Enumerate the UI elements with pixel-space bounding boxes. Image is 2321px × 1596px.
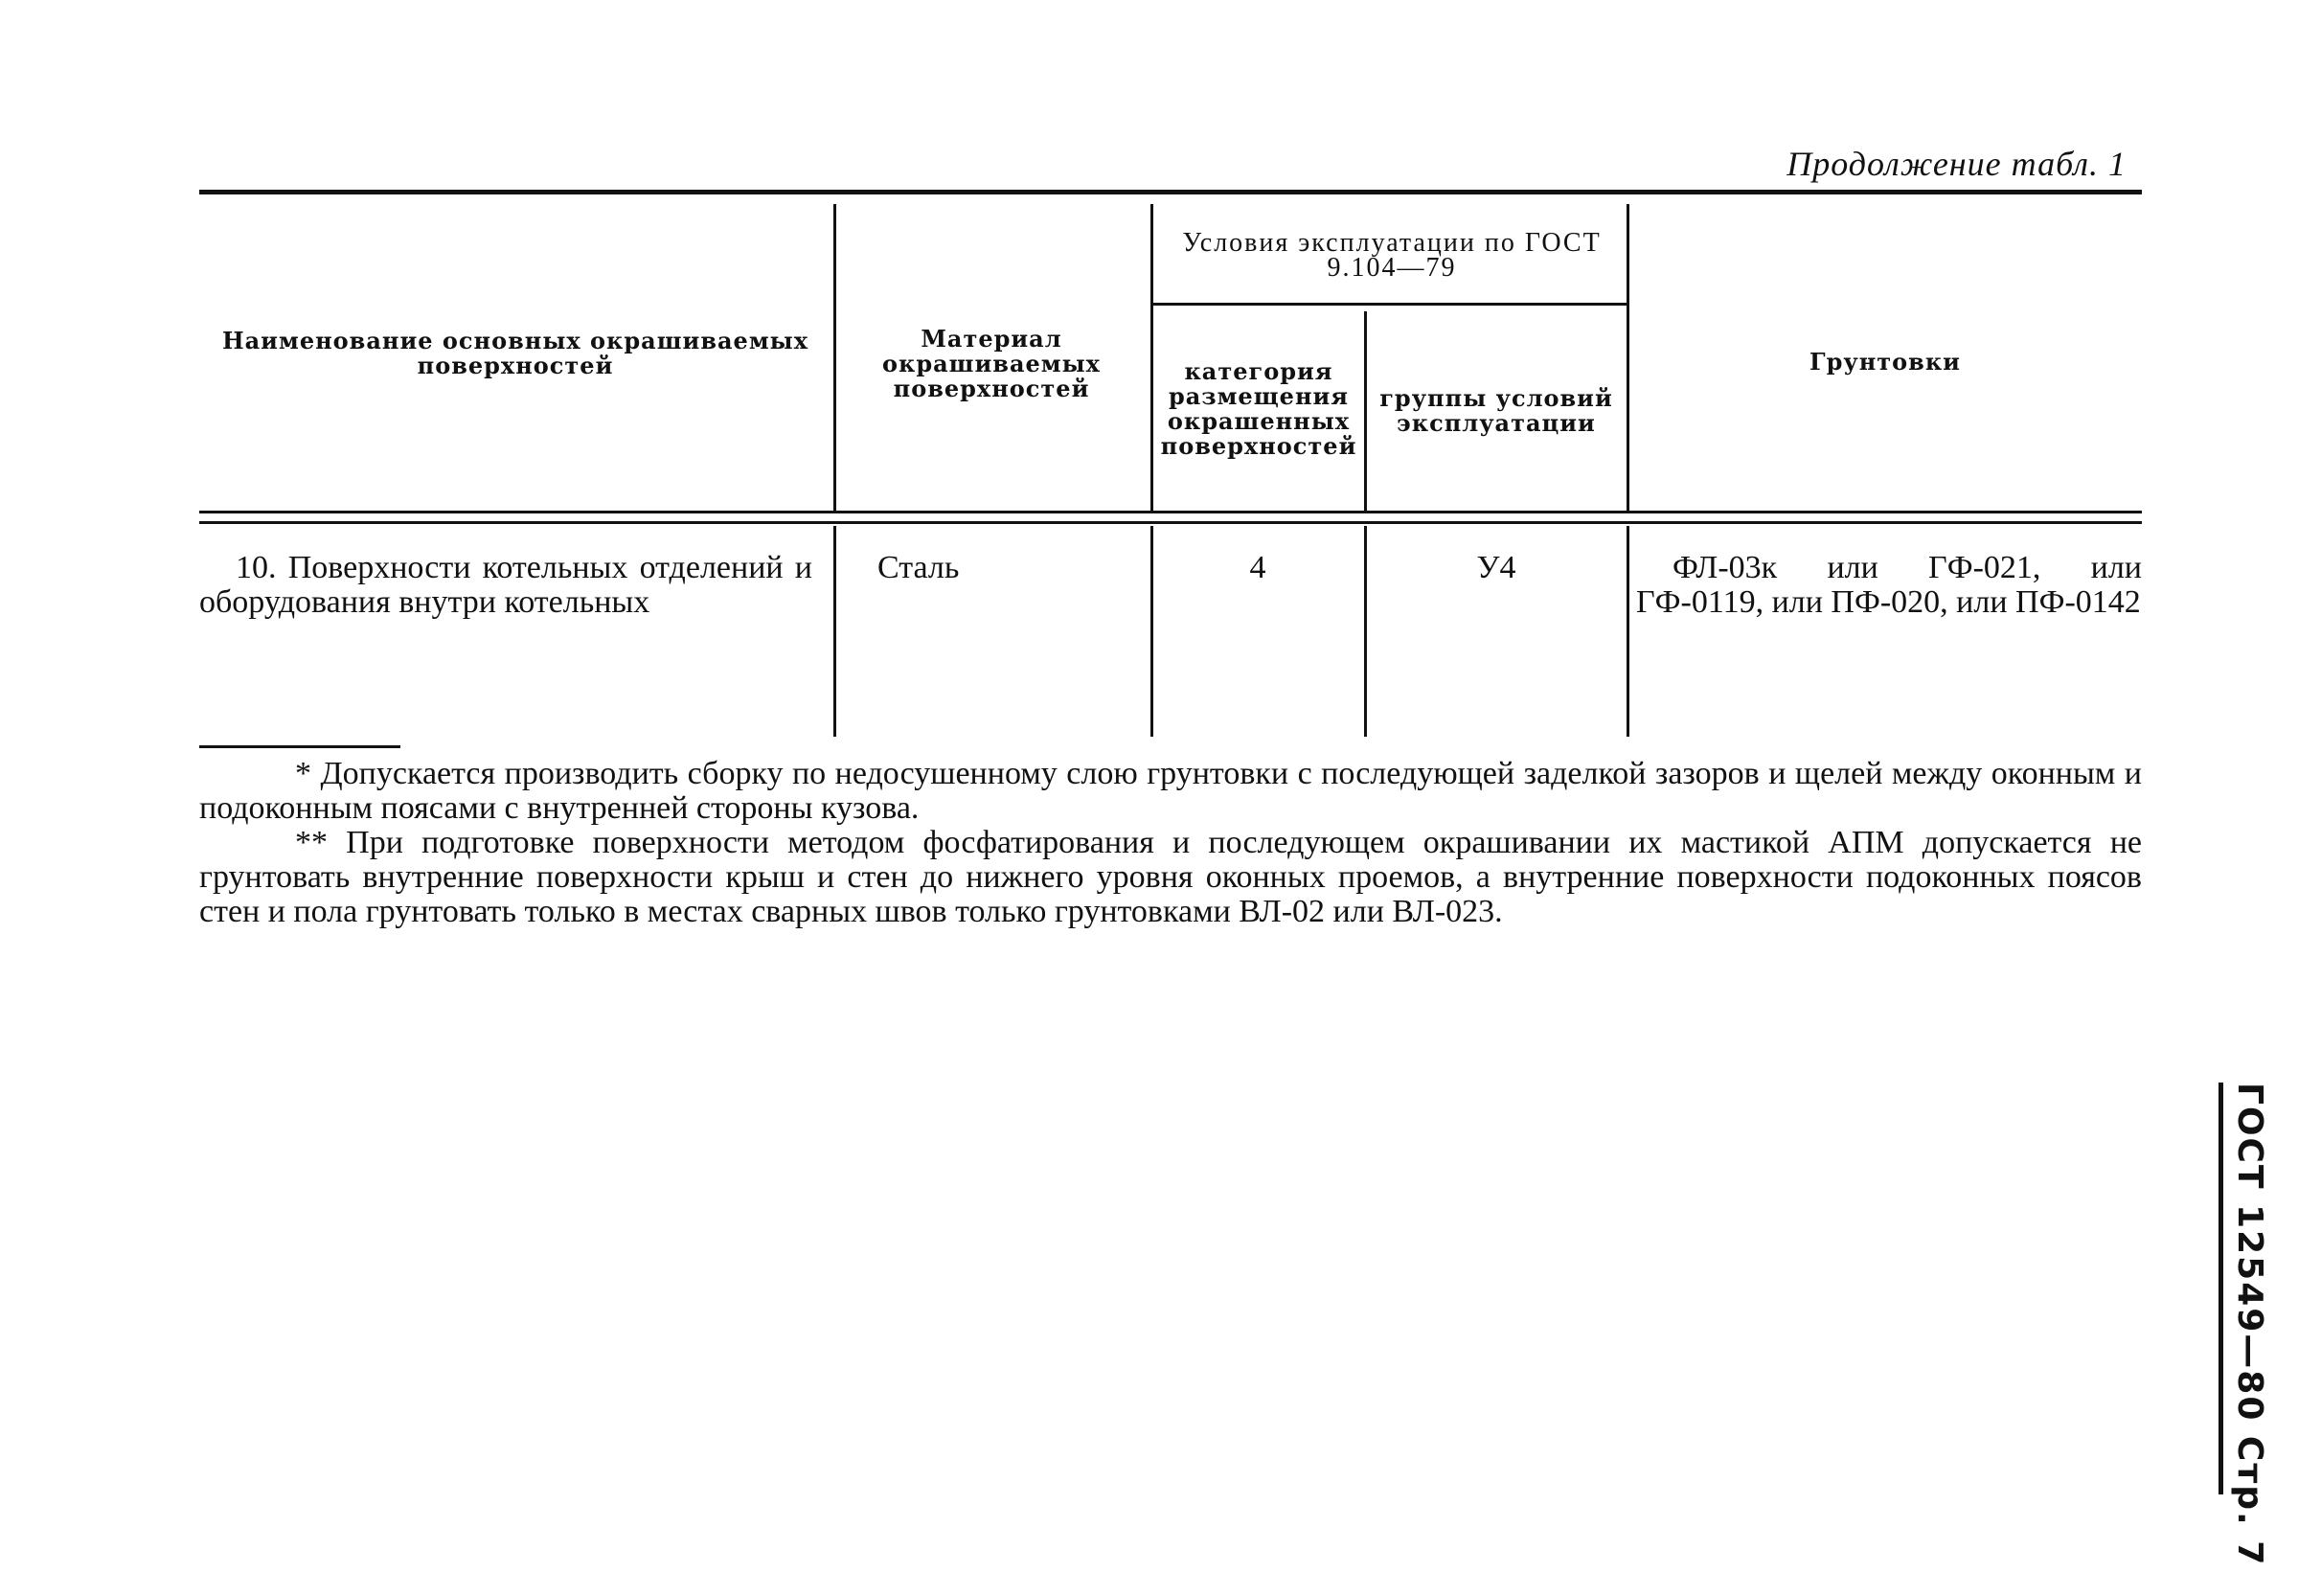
header-double-rule xyxy=(199,511,2142,513)
cell-condition-group: У4 xyxy=(1476,550,1516,585)
cell-primers: ФЛ-03к или ГФ-021, или ГФ-0119, или ПФ-020, или ПФ-0142 xyxy=(1636,550,2142,620)
header-operating-conditions: Условия эксплуатации по ГОСТ 9.104—79 xyxy=(1182,228,1602,283)
continuation-label: Продолжение табл. 1 xyxy=(1786,145,2127,183)
column-divider xyxy=(1150,204,1153,513)
footnote-rule xyxy=(199,745,400,748)
column-divider xyxy=(833,204,836,513)
column-divider xyxy=(1627,526,1629,737)
table-top-rule xyxy=(199,190,2142,194)
cell-category: 4 xyxy=(1249,550,1266,585)
header-condition-group: группы условий эксплуатации xyxy=(1379,384,1613,437)
cell-surface-name: 10. Поверхности котельных отделений и оборудования внутри котельных xyxy=(199,550,812,620)
side-label-text: ГОСТ 12549—80 Стр. 7 xyxy=(2230,1083,2269,1567)
column-divider xyxy=(1627,204,1629,513)
footnote-1: * Допускается производить сборку по недосушенному слою грунтовки с последующей заделкой зазоров и щелей между оконным и подоконным поясами с внутренней стороны кузова. xyxy=(199,756,2142,826)
group-header-rule xyxy=(1151,303,1627,306)
footnote-2: ** При подготовке поверхности методом фосфатирования и последующем окрашивании их мастикой АПМ допускается не грунтовать внутренние поверхности крыш и стен до нижнего уровня оконных проемов, а внутренние поверхности подоконных поясов стен и пола грунтовать только в местах сварных швов только грунтовками ВЛ-02 или ВЛ-023. xyxy=(199,825,2142,929)
header-primers: Грунтовки xyxy=(1809,348,1961,376)
header-surface-name: Наименование основных окрашиваемых поверхностей xyxy=(221,327,809,379)
header-placement-category: категория размещения окрашенных поверхностей xyxy=(1160,357,1357,460)
cell-material: Сталь xyxy=(877,550,960,585)
column-divider xyxy=(1364,526,1367,737)
side-rule xyxy=(2219,1083,2223,1494)
column-divider xyxy=(833,526,836,737)
header-material: Материал окрашиваемых поверхностей xyxy=(882,325,1101,402)
column-divider xyxy=(1364,311,1367,513)
header-double-rule xyxy=(199,521,2142,524)
side-page-label xyxy=(2219,1083,2276,1567)
footnotes xyxy=(199,757,2142,929)
